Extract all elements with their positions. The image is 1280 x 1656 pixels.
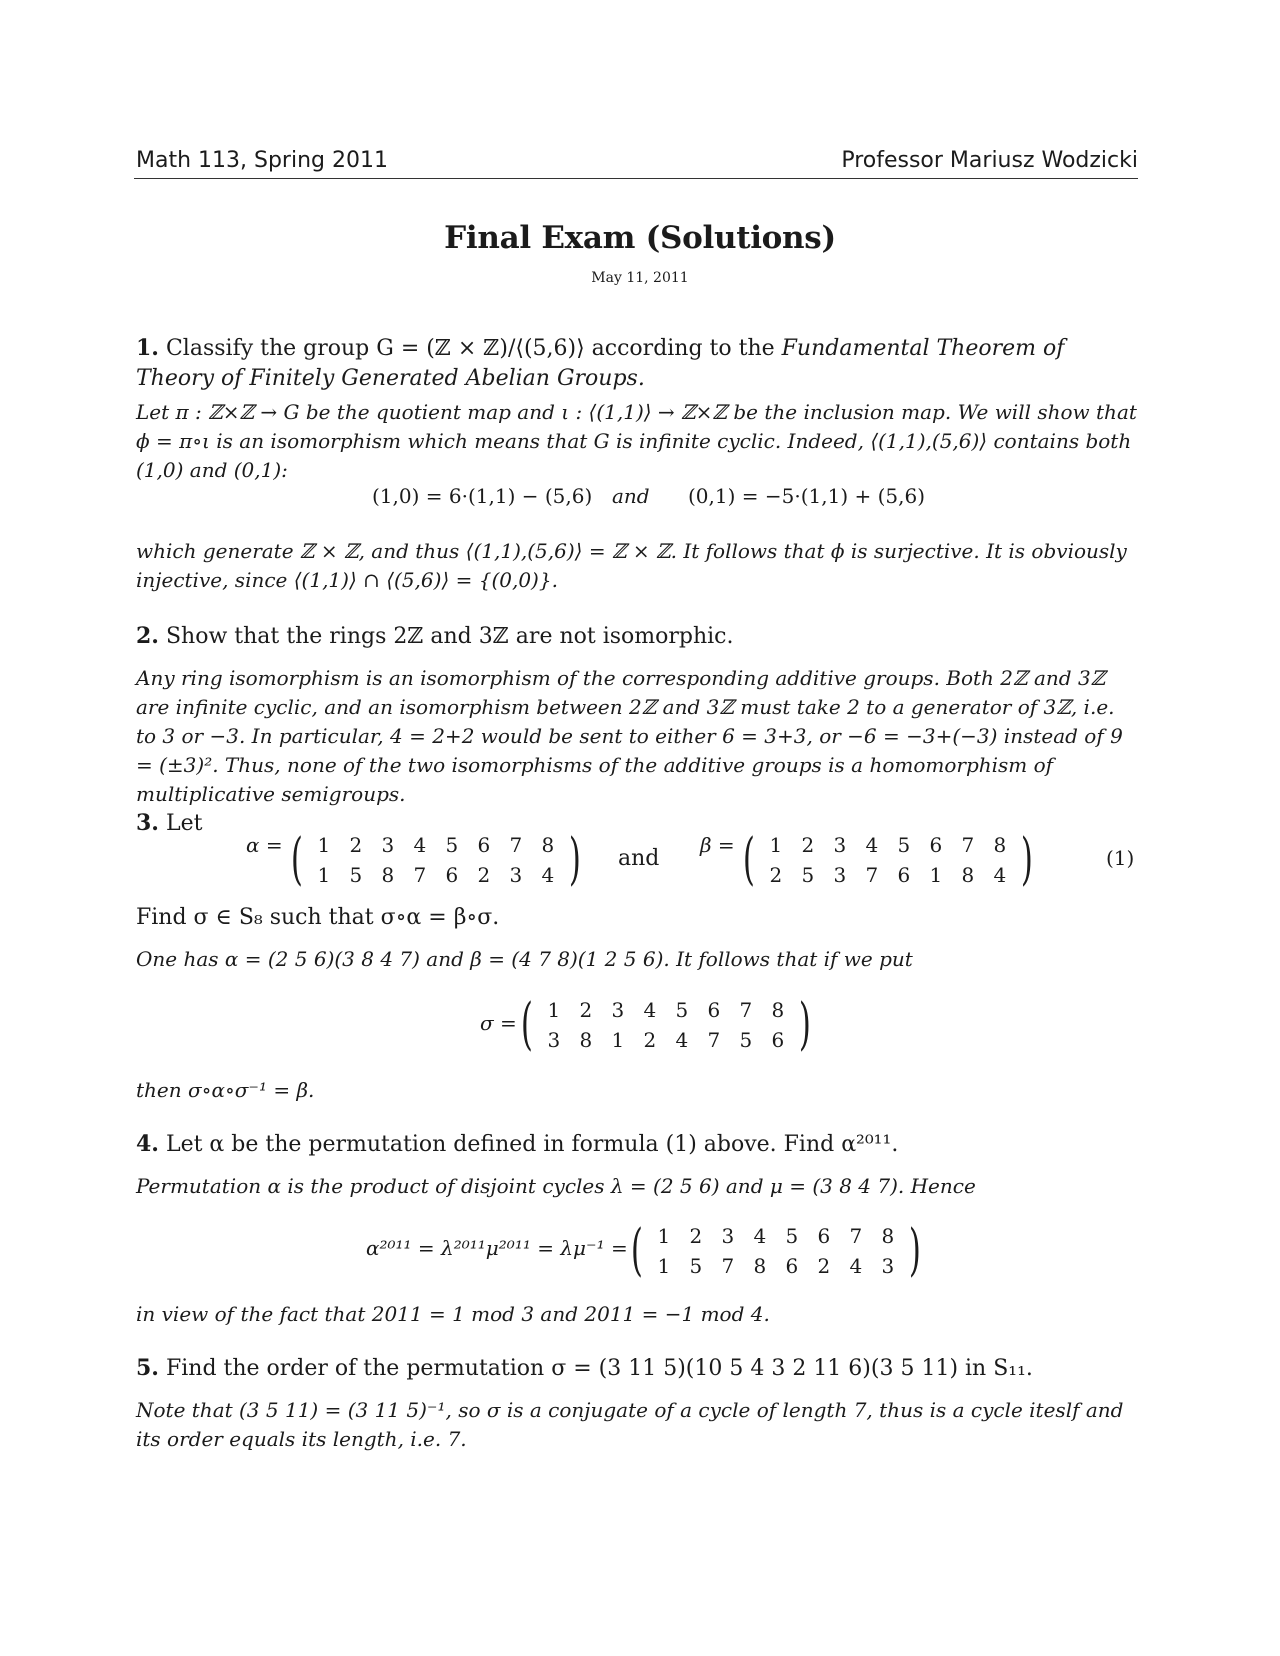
- problem-4-question: [136, 1129, 1140, 1160]
- problem-5-number: 5.: [136, 1355, 159, 1381]
- beta-matrix: ( 1 2 3 4 5 6 7 8 2 5 3 7 6 1 8 4 ): [742, 827, 1033, 892]
- header-rule: [134, 178, 1138, 179]
- sigma-label: σ =: [480, 1011, 517, 1035]
- problem-1-eq-right: (0,1) = −5·(1,1) + (5,6): [688, 484, 926, 508]
- problem-2-answer: Any ring isomorphism is an isomorphism of the corresponding additive groups. Both 2ℤ and 3ℤ are infinite cyclic, and an isomorphism between 2ℤ and 3ℤ must take 2 to a generator of 3ℤ, i.e. to 3 or −3. In particular, 4 = 2+2 would be sent to either 6 = 3+3, or −6 = −3+(−3) instead of 9 = (±3)². Thus, none of the two isomorphisms of the additive groups is a homomorphism of multiplicative semigroups.: [136, 666, 1123, 806]
- problem-5-question: [136, 1353, 1140, 1384]
- beta-bottom-row: 2 5 3 7 6 1 8 4: [769, 863, 1007, 887]
- alpha-top-row: 1 2 3 4 5 6 7 8: [317, 833, 555, 857]
- problem-5-text: Find the order of the permutation σ = (3 11 5)(10 5 4 3 2 11 6)(3 5 11) in S₁₁.: [165, 1356, 1033, 1381]
- problem-2-text: Show that the rings 2ℤ and 3ℤ are not isomorphic.: [165, 624, 734, 649]
- alpha-label: α =: [246, 833, 283, 857]
- sigma-top-row: 1 2 3 4 5 6 7 8: [547, 998, 785, 1022]
- problem-1-eq-and: and: [612, 484, 650, 508]
- problem-1-answer-2: which generate ℤ × ℤ, and thus ⟨(1,1),(5,6)⟩ = ℤ × ℤ. It follows that ϕ is surjective. It is obviously injective, since ⟨(1,1)⟩ ∩ ⟨(5,6)⟩ = {(0,0)}.: [136, 539, 1127, 592]
- equation-number: (1): [1106, 846, 1135, 870]
- problem-3-answer-2: then σ∘α∘σ⁻¹ = β.: [136, 1078, 315, 1102]
- problem-3-let: Let: [165, 811, 203, 836]
- problem-1-text: Classify the group G = (ℤ × ℤ)/⟨(5,6)⟩ according to the: [165, 336, 782, 361]
- professor-header: Professor Mariusz Wodzicki: [841, 148, 1138, 173]
- alpha-power-top-row: 1 2 3 4 5 6 7 8: [657, 1224, 895, 1248]
- problem-2-question: [136, 621, 1140, 652]
- problem-4-answer-1: Permutation α is the product of disjoint cycles λ = (2 5 6) and μ = (3 8 4 7). Hence: [136, 1174, 976, 1198]
- problem-1-theorem: Fundamental Theorem of Theory of Finitely Generated Abelian Groups.: [136, 336, 1065, 391]
- beta-top-row: 1 2 3 4 5 6 7 8: [769, 833, 1007, 857]
- problem-1-number: 1.: [136, 335, 159, 361]
- problem-2-number: 2.: [136, 623, 159, 649]
- problem-4-answer-2: in view of the fact that 2011 = 1 mod 3 and 2011 = −1 mod 4.: [136, 1302, 770, 1326]
- problem-4-text: Let α be the permutation defined in formula (1) above. Find α²⁰¹¹.: [165, 1132, 899, 1157]
- exam-date: May 11, 2011: [591, 270, 689, 286]
- alpha-power-bottom-row: 1 5 7 8 6 2 4 3: [657, 1254, 895, 1278]
- problem-3-number: 3.: [136, 810, 159, 836]
- page-title: Final Exam (Solutions): [444, 220, 836, 256]
- beta-label: β =: [700, 833, 735, 857]
- alpha-matrix: ( 1 2 3 4 5 6 7 8 1 5 8 7 6 2 3 4 ): [290, 827, 581, 892]
- problem-5-answer: Note that (3 5 11) = (3 11 5)⁻¹, so σ is a conjugate of a cycle of length 7, thus is a cycle iteslf and its order equals its length, i.e. 7.: [136, 1398, 1124, 1451]
- alpha-power-equation: α²⁰¹¹ = λ²⁰¹¹μ²⁰¹¹ = λμ⁻¹ =: [366, 1236, 628, 1260]
- alpha-power-matrix: ( 1 2 3 4 5 6 7 8 1 5 7 8 6 2 4 3 ): [630, 1218, 921, 1283]
- problem-1-eq-left: (1,0) = 6·(1,1) − (5,6): [372, 484, 593, 508]
- problem-1-question: [136, 333, 1140, 394]
- problem-4-number: 4.: [136, 1131, 159, 1157]
- sigma-bottom-row: 3 8 1 2 4 7 5 6: [547, 1028, 785, 1052]
- problem-1-answer-1: Let π : ℤ×ℤ → G be the quotient map and ι : ⟨(1,1)⟩ → ℤ×ℤ be the inclusion map. We will show that ϕ = π∘ι is an isomorphism which means that G is infinite cyclic. Indeed, ⟨(1,1),(5,6)⟩ contains both (1,0) and (0,1):: [136, 400, 1137, 482]
- matrix-and: and: [618, 846, 660, 871]
- problem-3-find: Find σ ∈ S₈ such that σ∘α = β∘σ.: [136, 905, 500, 930]
- course-header: Math 113, Spring 2011: [136, 148, 388, 173]
- sigma-matrix: ( 1 2 3 4 5 6 7 8 3 8 1 2 4 7 5 6 ): [520, 992, 811, 1057]
- problem-3-answer-1: One has α = (2 5 6)(3 8 4 7) and β = (4 7 8)(1 2 5 6). It follows that if we put: [136, 947, 913, 971]
- alpha-bottom-row: 1 5 8 7 6 2 3 4: [317, 863, 555, 887]
